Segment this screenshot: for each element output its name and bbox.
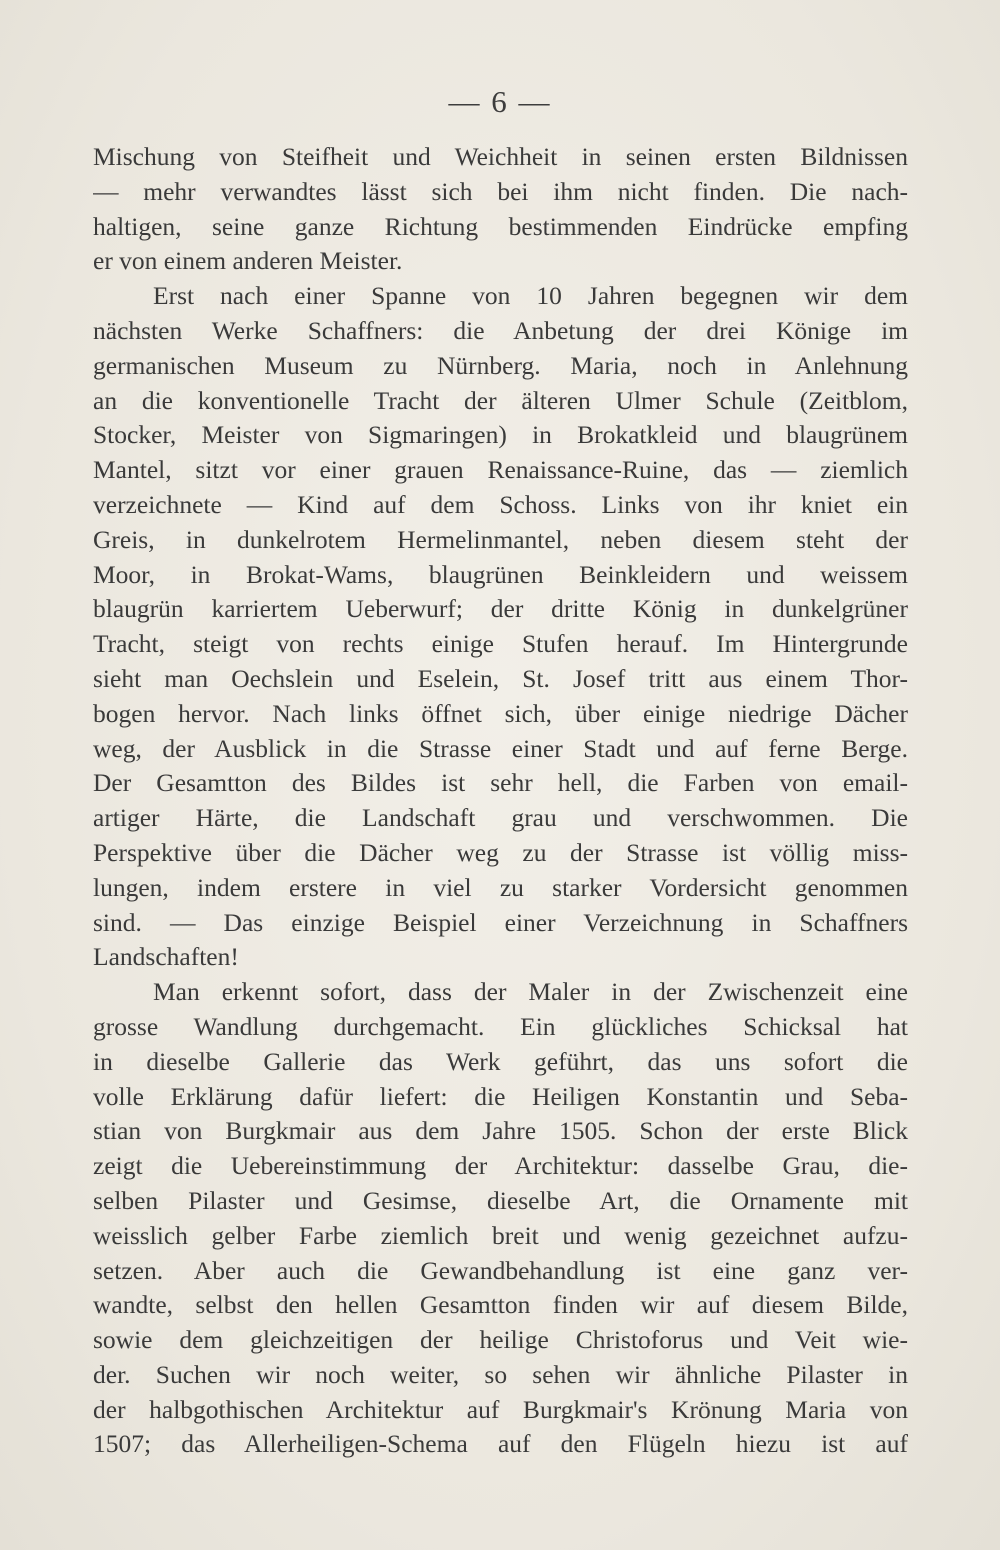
text-line: Mischung von Steifheit und Weichheit in seinen ersten Bildnissen <box>93 142 908 171</box>
text-line: Stocker, Meister von Sigmaringen) in Brokatkleid und blaugrünem <box>93 420 908 450</box>
text-line: bogen hervor. Nach links öffnet sich, über einige niedrige Dächer <box>93 698 908 728</box>
text-line: setzen. Aber auch die Gewandbehandlung ist eine ganz ver- <box>93 1255 908 1285</box>
text-line: er von einem anderen Meister. <box>93 246 403 276</box>
text-line: zeigt die Uebereinstimmung der Architektur: dasselbe Grau, die- <box>93 1151 908 1181</box>
text-line: germanischen Museum zu Nürnberg. Maria, noch in Anlehnung <box>93 350 908 380</box>
text-line: volle Erklärung dafür liefert: die Heiligen Konstantin und Seba- <box>93 1081 908 1111</box>
text-line: sowie dem gleichzeitigen der heilige Christoforus und Veit wie- <box>93 1325 908 1355</box>
text-line: in dieselbe Gallerie das Werk geführt, das uns sofort die <box>93 1046 908 1076</box>
text-line: Perspektive über die Dächer weg zu der Strasse ist völlig miss- <box>93 837 908 867</box>
text-line: weg, der Ausblick in die Strasse einer Stadt und auf ferne Berge. <box>93 733 908 763</box>
text-line: Greis, in dunkelrotem Hermelinmantel, neben diesem steht der <box>93 524 908 554</box>
text-line: Tracht, steigt von rechts einige Stufen herauf. Im Hintergrunde <box>93 629 908 659</box>
text-line: 1507; das Allerheiligen-Schema auf den Flügeln hiezu ist auf <box>93 1429 908 1459</box>
text-line: haltigen, seine ganze Richtung bestimmenden Eindrücke empfing <box>93 211 908 241</box>
text-line: weisslich gelber Farbe ziemlich breit und wenig gezeichnet aufzu- <box>93 1220 908 1250</box>
text-line: an die konventionelle Tracht der älteren Ulmer Schule (Zeitblom, <box>93 385 908 415</box>
text-line: blaugrün karriertem Ueberwurf; der dritte König in dunkelgrüner <box>93 594 908 624</box>
text-line: stian von Burgkmair aus dem Jahre 1505. Schon der erste Blick <box>93 1116 908 1146</box>
text-line: Moor, in Brokat-Wams, blaugrünen Beinkleidern und weissem <box>93 559 908 589</box>
paragraph-1 <box>93 140 908 279</box>
body-text <box>93 140 908 1462</box>
text-line: verzeichnete — Kind auf dem Schoss. Links von ihr kniet ein <box>93 489 908 519</box>
text-line: der. Suchen wir noch weiter, so sehen wir ähnliche Pilaster in <box>93 1359 908 1389</box>
text-line: Mantel, sitzt vor einer grauen Renaissance-Ruine, das — ziemlich <box>93 455 908 485</box>
text-line: — mehr verwandtes lässt sich bei ihm nicht finden. Die nach- <box>93 176 908 206</box>
text-line: artiger Härte, die Landschaft grau und verschwommen. Die <box>93 803 908 833</box>
text-line: Der Gesamtton des Bildes ist sehr hell, die Farben von email- <box>93 768 908 798</box>
paragraph-2 <box>93 279 908 975</box>
page-number: — 6 — <box>448 84 552 119</box>
text-line: sind. — Das einzige Beispiel einer Verzeichnung in Schaffners <box>93 907 908 937</box>
text-line: Landschaften! <box>93 942 239 972</box>
text-line: nächsten Werke Schaffners: die Anbetung der drei Könige im <box>93 315 908 345</box>
text-line: wandte, selbst den hellen Gesamtton finden wir auf diesem Bilde, <box>93 1290 908 1320</box>
text-line: grosse Wandlung durchgemacht. Ein glückliches Schicksal hat <box>93 1011 908 1041</box>
text-line: Man erkennt sofort, dass der Maler in der Zwischenzeit eine <box>153 977 908 1007</box>
text-line: Erst nach einer Spanne von 10 Jahren begegnen wir dem <box>153 281 908 311</box>
text-line: lungen, indem erstere in viel zu starker Vordersicht genommen <box>93 872 908 902</box>
text-line: selben Pilaster und Gesimse, dieselbe Art, die Ornamente mit <box>93 1185 908 1215</box>
paragraph-3 <box>93 975 908 1462</box>
text-line: sieht man Oechslein und Eselein, St. Josef tritt aus einem Thor- <box>93 663 908 693</box>
text-line: der halbgothischen Architektur auf Burgkmair's Krönung Maria von <box>93 1394 908 1424</box>
